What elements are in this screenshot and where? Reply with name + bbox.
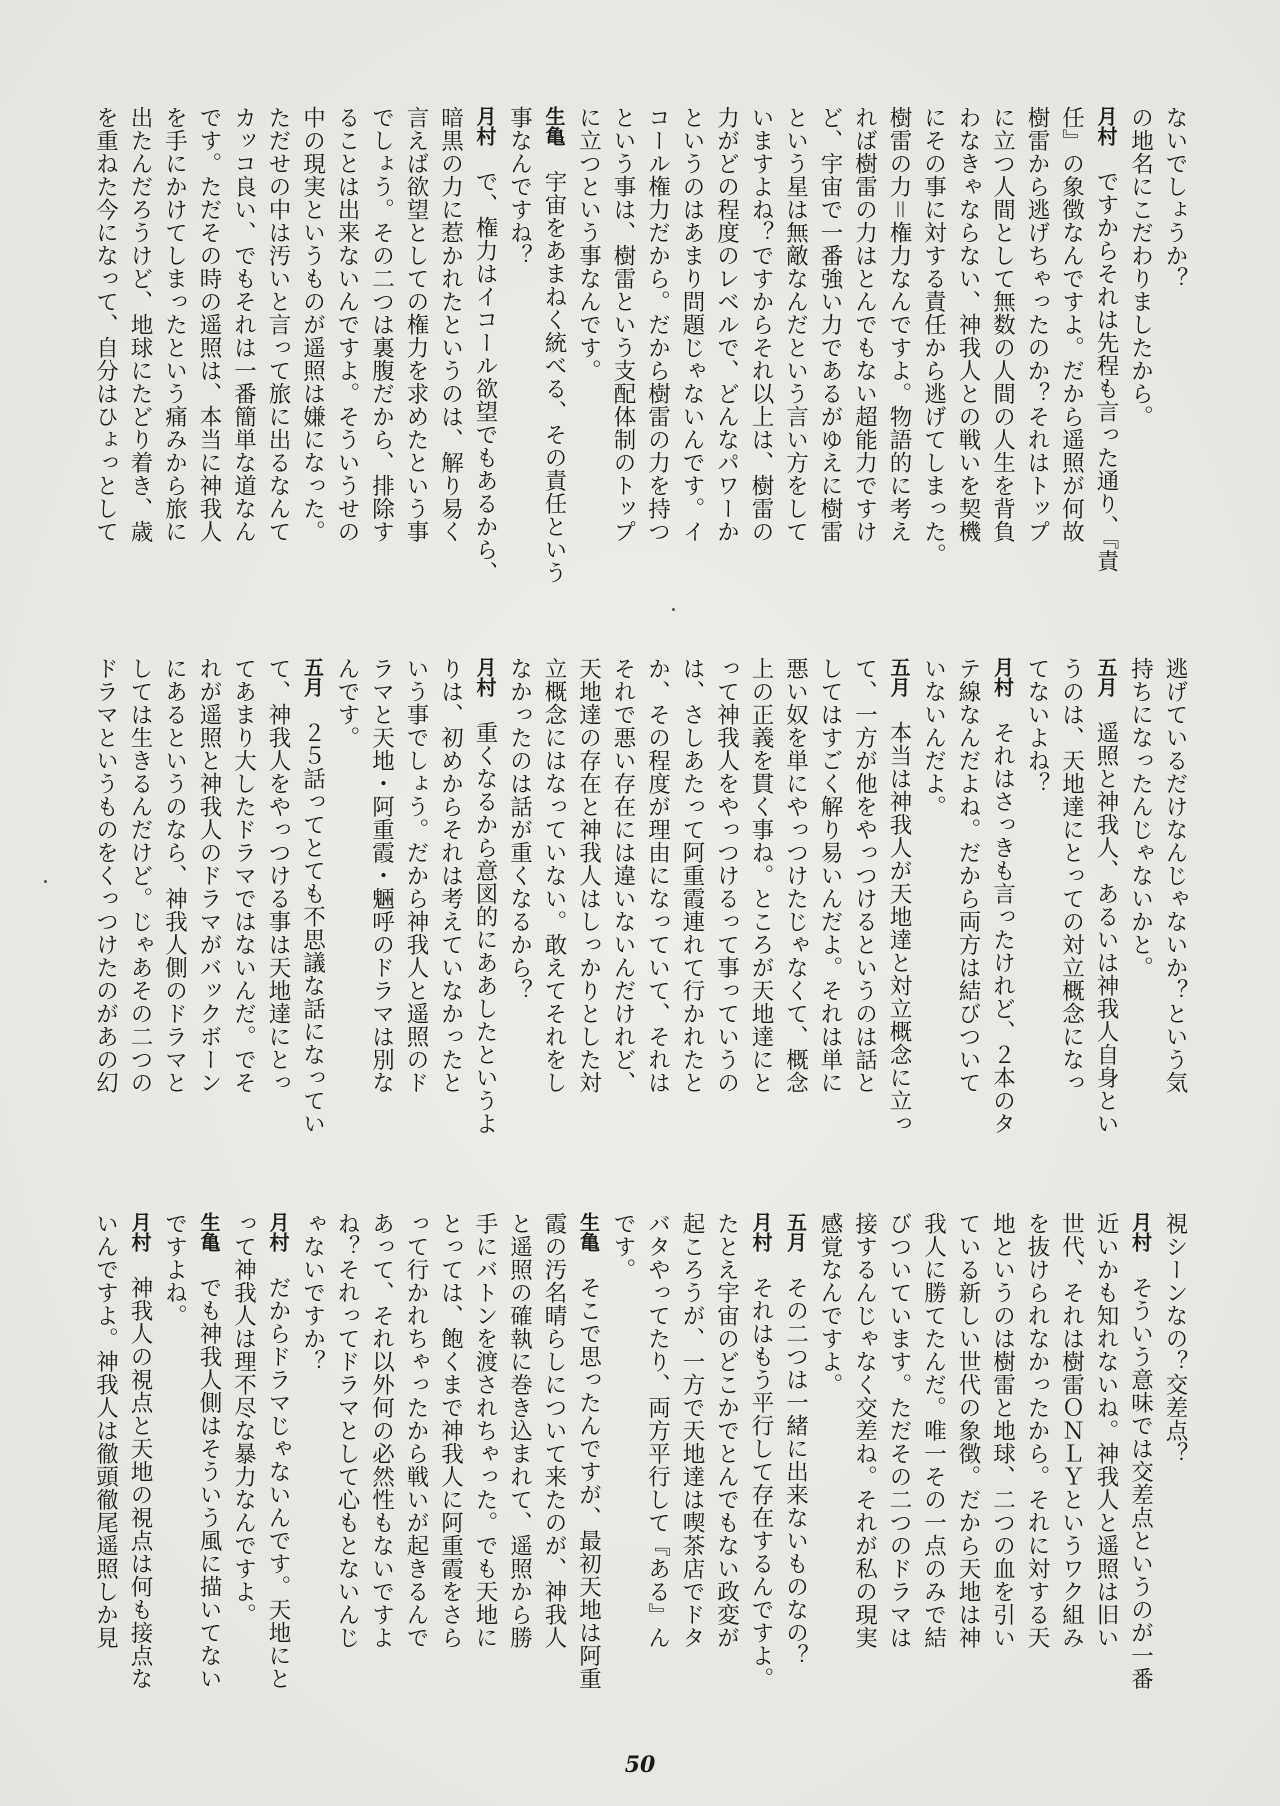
line-text: 上の正義を貫く事ね。ところが天地達にと xyxy=(748,657,774,1094)
text-line xyxy=(1054,657,1089,1142)
line-text: うのは、天地達にとっての対立概念になっ xyxy=(1058,657,1085,1094)
text-line xyxy=(709,1212,744,1702)
text-line xyxy=(778,1212,813,1702)
text-line xyxy=(295,1212,330,1702)
text-line xyxy=(1089,1212,1124,1702)
text-line xyxy=(433,657,468,1142)
line-text: ですからそれは先程も言った通り、『責 xyxy=(1093,170,1119,573)
line-text: れが遥照と神我人のドラマがバックボーン xyxy=(196,657,222,1094)
text-line xyxy=(226,1212,261,1702)
speaker-label: 月村 xyxy=(1128,1212,1153,1252)
text-line xyxy=(330,106,365,591)
line-text: ることは出来ないんですよ。そういうせの xyxy=(334,106,360,543)
line-text: テ線なんだよね。だから両方は結びついて xyxy=(955,657,981,1094)
line-text: そういう意味では交差点というのが一番 xyxy=(1127,1276,1154,1690)
page-number: 50 xyxy=(624,1752,656,1778)
text-line xyxy=(1054,106,1089,591)
text-line xyxy=(157,1212,192,1702)
speaker-label: 五月 xyxy=(887,657,911,697)
text-line xyxy=(778,657,813,1142)
text-line xyxy=(295,106,330,591)
stray-mark xyxy=(44,880,47,883)
text-line xyxy=(744,1212,779,1702)
line-text: 神我人の視点と天地の視点は何も接点な xyxy=(127,1276,153,1690)
line-text: ど、宇宙で一番強い力であるがゆえに樹雷 xyxy=(817,106,843,543)
line-text: ている新しい世代の象徴。だから天地は神 xyxy=(955,1212,981,1649)
text-line xyxy=(537,106,572,591)
line-text: 世代、それは樹雷ＯＮＬＹというワク組み xyxy=(1058,1212,1085,1649)
text-line xyxy=(1020,106,1055,591)
line-text: ただせの中は汚いと言って旅に出るなんて xyxy=(265,106,291,543)
line-text: 立概念にはなっていない。敢えてそれをし xyxy=(541,657,567,1094)
text-line xyxy=(813,657,848,1142)
line-text: いますよね？ですからそれ以上は、樹雷の xyxy=(748,106,774,543)
text-line xyxy=(123,657,158,1142)
text-line xyxy=(675,657,710,1142)
text-line xyxy=(916,657,951,1142)
text-line xyxy=(226,657,261,1142)
line-text: りは、初めからそれは考えていなかったと xyxy=(437,657,464,1094)
text-line xyxy=(882,657,917,1142)
text-line xyxy=(709,106,744,591)
text-line xyxy=(1123,1212,1158,1702)
text-line xyxy=(399,1212,434,1702)
text-line xyxy=(88,106,123,591)
text-line xyxy=(502,106,537,591)
speaker-label: 月村 xyxy=(990,657,1015,697)
text-line xyxy=(1123,657,1158,1142)
text-line xyxy=(916,1212,951,1702)
line-text: という星は無敵なんだという言い方をして xyxy=(782,106,809,543)
line-text: ２５話ってとても不思議な話になってい xyxy=(299,721,326,1135)
text-line xyxy=(778,106,813,591)
line-text: 天地達の存在と神我人はしっかりとした対 xyxy=(575,657,602,1094)
line-text: でしょう。その二つは裏腹だから、排除す xyxy=(368,106,395,543)
speaker-label: 月村 xyxy=(1094,106,1118,146)
speaker-label: 生亀 xyxy=(576,1212,601,1252)
line-text: てあまり大したドラマではないんだ。でそ xyxy=(230,657,257,1094)
line-text: に立つ人間として無数の人間の人生を背負 xyxy=(989,106,1016,543)
text-line xyxy=(813,1212,848,1702)
text-line xyxy=(571,1212,606,1702)
text-line xyxy=(226,106,261,591)
text-line xyxy=(88,1212,123,1702)
text-line xyxy=(295,657,330,1142)
text-line xyxy=(571,106,606,591)
line-text: だからドラマじゃないんです。天地にと xyxy=(265,1276,291,1690)
text-line xyxy=(468,1212,503,1702)
text-line xyxy=(1158,657,1193,1142)
text-line xyxy=(606,1212,641,1702)
text-line xyxy=(261,657,296,1142)
line-text: 近いかも知れないね。神我人と遥照は旧い xyxy=(1093,1212,1119,1649)
line-text: てないよね？ xyxy=(1024,657,1050,795)
line-text: って神我人は理不尽な暴力なんですよ。 xyxy=(230,1212,257,1626)
text-line xyxy=(985,106,1020,591)
stray-mark xyxy=(672,608,675,611)
text-line xyxy=(606,657,641,1142)
line-text: その二つは一緒に出来ないものなの？ xyxy=(782,1276,809,1667)
text-line xyxy=(709,657,744,1142)
line-text: にその事に対する責任から逃げてしまった。 xyxy=(920,106,947,566)
text-line xyxy=(744,657,779,1142)
line-text: を手にかけてしまったという痛みから旅に xyxy=(161,106,188,543)
text-line xyxy=(640,1212,675,1702)
line-text: 持ちになったんじゃないかと。 xyxy=(1127,657,1154,979)
text-line xyxy=(502,1212,537,1702)
line-text: 事なんですね？ xyxy=(506,106,533,267)
speaker-label: 月村 xyxy=(749,1212,773,1252)
line-text: してはすごく解り易いんだよ。それは単に xyxy=(817,657,843,1094)
text-line xyxy=(364,657,399,1142)
speaker-label: 五月 xyxy=(1094,657,1118,697)
text-line xyxy=(640,657,675,1142)
text-line xyxy=(261,106,296,591)
line-text: 感覚なんですよ。 xyxy=(817,1212,843,1396)
line-text: です。ただその時の遥照は、本当に神我人 xyxy=(196,106,222,543)
text-line xyxy=(468,657,503,1142)
text-line xyxy=(606,106,641,591)
text-line xyxy=(192,106,227,591)
text-line xyxy=(157,106,192,591)
text-line xyxy=(364,1212,399,1702)
speaker-label: 生亀 xyxy=(542,106,566,146)
speaker-label: 月村 xyxy=(128,1212,152,1252)
text-line xyxy=(951,1212,986,1702)
line-text: とっては、飽くまで神我人に阿重霞をさら xyxy=(437,1212,464,1649)
line-text: の地名にこだわりましたから。 xyxy=(1127,106,1154,428)
text-line xyxy=(813,106,848,591)
line-text: ゃないですか？ xyxy=(299,1212,326,1373)
line-text: か、その程度が理由になっていて、それは xyxy=(644,657,671,1094)
text-line xyxy=(847,106,882,591)
text-line xyxy=(1158,106,1193,591)
line-text: 我人に勝てたんだ。唯一その一点のみで結 xyxy=(920,1212,947,1649)
text-line xyxy=(640,106,675,591)
speaker-label: 月村 xyxy=(473,657,497,697)
line-text: て、一方が他をやっつけるというのは話と xyxy=(851,657,878,1094)
line-text: 視シーンなの？交差点？ xyxy=(1162,1212,1188,1465)
line-text: ラマと天地・阿重霞・魎呼のドラマは別な xyxy=(368,657,395,1094)
text-line xyxy=(88,657,123,1142)
line-text: いんですよ。神我人は徹頭徹尾遥照しか見 xyxy=(92,1212,119,1649)
text-line xyxy=(675,106,710,591)
line-text: って神我人をやっつけるって事っていうの xyxy=(713,657,740,1094)
text-line xyxy=(192,1212,227,1702)
line-text: は、さしあたって阿重霞連れて行かれたと xyxy=(679,657,705,1094)
text-line xyxy=(675,1212,710,1702)
text-line xyxy=(985,657,1020,1142)
line-text: んです。 xyxy=(334,657,360,749)
line-text: しては生きるんだけど。じゃあその二つの xyxy=(127,657,153,1094)
line-text: です。 xyxy=(610,1212,636,1281)
line-text: 中の現実というものが遥照は嫌になった。 xyxy=(299,106,326,543)
speaker-label: 五月 xyxy=(300,657,325,697)
line-text: に立つという事なんです。 xyxy=(575,106,602,382)
line-text: 言えば欲望としての権力を求めたという事 xyxy=(403,106,429,543)
line-text: れば樹雷の力はとんでもない超能力ですけ xyxy=(851,106,878,543)
text-line xyxy=(261,1212,296,1702)
text-line xyxy=(537,657,572,1142)
line-text: 遥照と神我人、あるいは神我人自身とい xyxy=(1093,721,1119,1135)
line-text: カッコ良い、でもそれは一番簡単な道なん xyxy=(230,106,257,543)
line-text: 霞の汚名晴らしについて来たのが、神我人 xyxy=(541,1212,567,1649)
line-text: バタやってたり、両方平行して『ある』ん xyxy=(644,1212,671,1649)
text-line xyxy=(951,657,986,1142)
text-line xyxy=(1020,657,1055,1142)
text-line xyxy=(1020,1212,1055,1702)
line-text: というのはあまり問題じゃないんです。イ xyxy=(679,106,705,543)
text-line xyxy=(882,1212,917,1702)
line-text: 樹雷の力＝権力なんですよ。物語的に考え xyxy=(886,106,912,544)
line-text: 任』の象徴なんですよ。だから遥照が何故 xyxy=(1058,106,1085,543)
text-line xyxy=(882,106,917,591)
text-line xyxy=(502,657,537,1142)
text-line xyxy=(1123,106,1158,591)
text-line xyxy=(985,1212,1020,1702)
line-text: そこで思ったんですが、最初天地は阿重 xyxy=(575,1276,602,1690)
text-line xyxy=(330,1212,365,1702)
line-text: 重くなるから意図的にああしたというよ xyxy=(472,721,498,1135)
line-text: たとえ宇宙のどこかでとんでもない政変が xyxy=(713,1212,740,1649)
text-tier-bottom xyxy=(92,1212,1192,1702)
line-text: 力がどの程度のレベルで、どんなパワーか xyxy=(713,106,740,543)
text-line xyxy=(1089,106,1124,591)
text-line xyxy=(433,1212,468,1702)
text-line xyxy=(399,657,434,1142)
line-text: 起ころうが、一方で天地達は喫茶店でドタ xyxy=(679,1212,705,1649)
text-line xyxy=(951,106,986,591)
text-line xyxy=(364,106,399,591)
line-text: で、権力はイコール欲望でもあるから、 xyxy=(472,170,498,584)
line-text: 悪い奴を単にやっつけたじゃなくて、概念 xyxy=(782,657,809,1094)
text-line xyxy=(192,657,227,1142)
text-line xyxy=(123,1212,158,1702)
line-text: いう事でしょう。だから神我人と遥照のド xyxy=(403,657,429,1094)
text-line xyxy=(157,657,192,1142)
speaker-label: 五月 xyxy=(783,1212,808,1252)
text-line xyxy=(847,1212,882,1702)
speaker-label: 月村 xyxy=(473,106,497,146)
line-text: それで悪い存在には違いないんだけれど、 xyxy=(610,657,636,1094)
line-text: と遥照の確執に巻き込まれて、遥照から勝 xyxy=(506,1212,533,1649)
text-line xyxy=(1054,1212,1089,1702)
text-line xyxy=(123,106,158,591)
line-text: 接するんじゃなく交差ね。それが私の現実 xyxy=(851,1212,878,1649)
line-text: いないんだよ。 xyxy=(920,657,947,818)
text-line xyxy=(537,1212,572,1702)
text-line xyxy=(468,106,503,591)
line-text: なかったのは話が重くなるから？ xyxy=(506,657,533,1002)
text-line xyxy=(916,106,951,591)
text-line xyxy=(399,106,434,591)
line-text: 樹雷から逃げちゃったのか？それはトップ xyxy=(1024,106,1050,543)
line-text: 暗黒の力に惹かれたというのは、解り易く xyxy=(437,106,464,543)
line-text: あって、それ以外何の必然性もないですよ xyxy=(368,1212,395,1649)
line-text: にあるというのなら、神我人側のドラマと xyxy=(161,657,188,1094)
line-text: わなきゃならない、神我人との戦いを契機 xyxy=(955,106,981,543)
line-text: ないでしょうか？ xyxy=(1162,106,1188,290)
line-text: て、神我人をやっつける事は天地達にとっ xyxy=(265,657,291,1094)
speaker-label: 生亀 xyxy=(197,1212,221,1252)
text-line xyxy=(847,657,882,1142)
text-line xyxy=(744,106,779,591)
line-text: 出たんだろうけど、地球にたどり着き、歳 xyxy=(127,106,153,543)
line-text: 本当は神我人が天地達と対立概念に立っ xyxy=(886,721,912,1135)
line-text: びついています。ただその二つのドラマは xyxy=(886,1212,912,1649)
line-text: を重ねた今になって、自分はひょっとして xyxy=(92,106,119,543)
text-line xyxy=(330,657,365,1142)
line-text: って行かれちゃったから戦いが起きるんで xyxy=(403,1212,429,1649)
text-line xyxy=(433,106,468,591)
text-line xyxy=(571,657,606,1142)
line-text: 逃げているだけなんじゃないか？という気 xyxy=(1162,657,1188,1094)
line-text: ね？それってドラマとして心もとないんじ xyxy=(334,1212,360,1649)
line-text: 手にバトンを渡されちゃった。でも天地に xyxy=(472,1212,498,1649)
line-text: それはさっきも言ったけれど、２本のタ xyxy=(989,721,1016,1135)
line-text: を抜けられなかったから。それに対する天 xyxy=(1024,1212,1050,1649)
line-text: という事は、樹雷という支配体制のトップ xyxy=(610,106,636,543)
line-text: でも神我人側はそういう風に描いてない xyxy=(196,1276,222,1690)
text-line xyxy=(1089,657,1124,1142)
line-text: それはもう平行して存在するんですよ。 xyxy=(748,1276,774,1690)
text-tier-middle xyxy=(92,657,1192,1142)
line-text: ドラマというものをくっつけたのがあの幻 xyxy=(92,657,119,1094)
line-text: コール権力だから。だから樹雷の力を持つ xyxy=(644,106,671,543)
line-text: 宇宙をあまねく統べる、その責任という xyxy=(541,170,567,584)
text-line xyxy=(1158,1212,1193,1702)
line-text: ですよね。 xyxy=(161,1212,188,1327)
speaker-label: 月村 xyxy=(266,1212,290,1252)
text-tier-top xyxy=(92,106,1192,591)
line-text: 地というのは樹雷と地球、二つの血を引い xyxy=(989,1212,1016,1649)
